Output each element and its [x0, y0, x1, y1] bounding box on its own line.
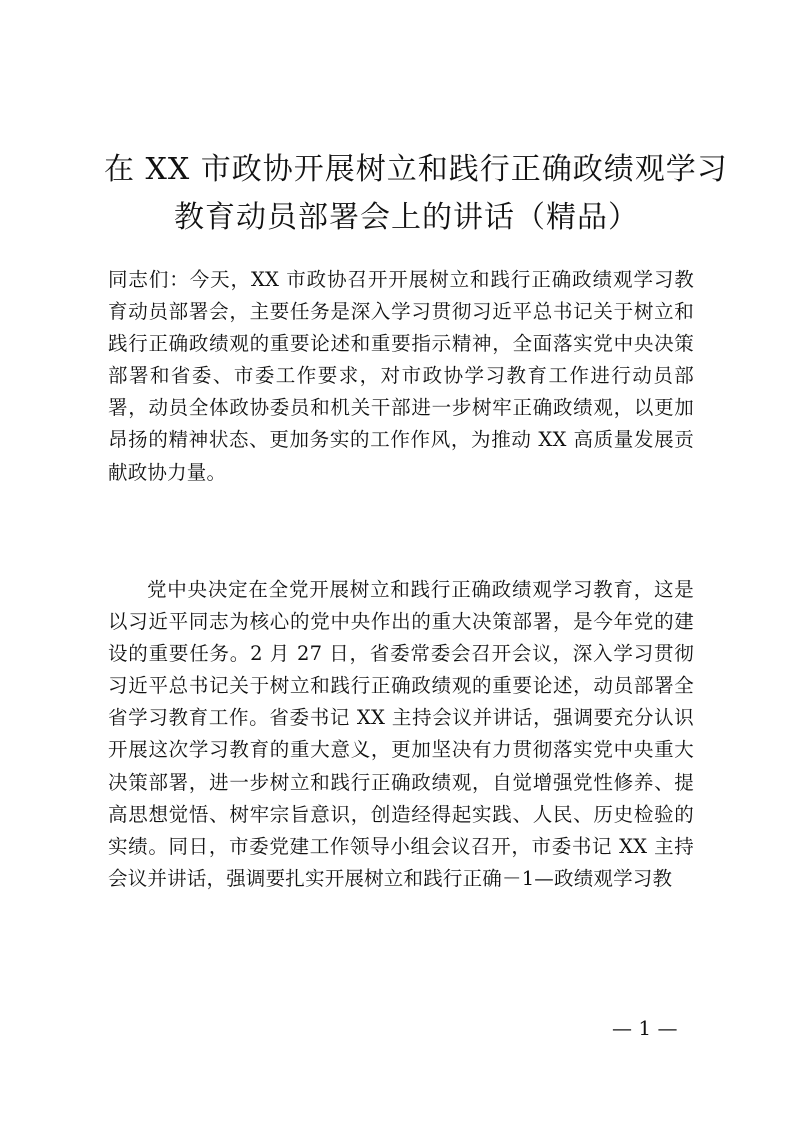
title-line-1: 在 XX 市政协开展树立和践行正确政绩观学习	[104, 152, 728, 187]
page-number: — 1 —	[612, 1016, 678, 1040]
document-title	[104, 146, 728, 242]
body-paragraph: 党中央决定在全党开展树立和践行正确政绩观学习教育，这是以习近平同志为核心的党中央作出的重大决策部署，是今年党的建设的重要任务。2 月 27 日，省委常委会召开会议，深入学习贯彻习近平总书记关于树立和践行正确政绩观的重要论述，动员部署全省学习教育工作。省委书记 XX 主持会议并讲话，强调要充分认识开展这次学习教育的重大意义，更加坚决有力贯彻落实党中央重大决策部署，进一步树立和践行正确政绩观，自觉增强党性修养、提高思想觉悟、树牢宗旨意识，创造经得起实践、人民、历史检验的实绩。同日，市委党建工作领导小组会议召开，市委书记 XX 主持会议并讲话，强调要扎实开展树立和践行正确－1—政绩观学习教	[108, 578, 694, 890]
opening-paragraph: 同志们：今天，XX 市政协召开开展树立和践行正确政绩观学习教育动员部署会，主要任务是深入学习贯彻习近平总书记关于树立和践行正确政绩观的重要论述和重要指示精神，全面落实党中央决策部署和省委、市委工作要求，对市政协学习教育工作进行动员部署，动员全体政协委员和机关干部进一步树牢正确政绩观，以更加昂扬的精神状态、更加务实的工作作风，为推动 XX 高质量发展贡献政协力量。	[108, 268, 694, 484]
title-line-2: 教育动员部署会上的讲话（精品）	[174, 200, 639, 235]
